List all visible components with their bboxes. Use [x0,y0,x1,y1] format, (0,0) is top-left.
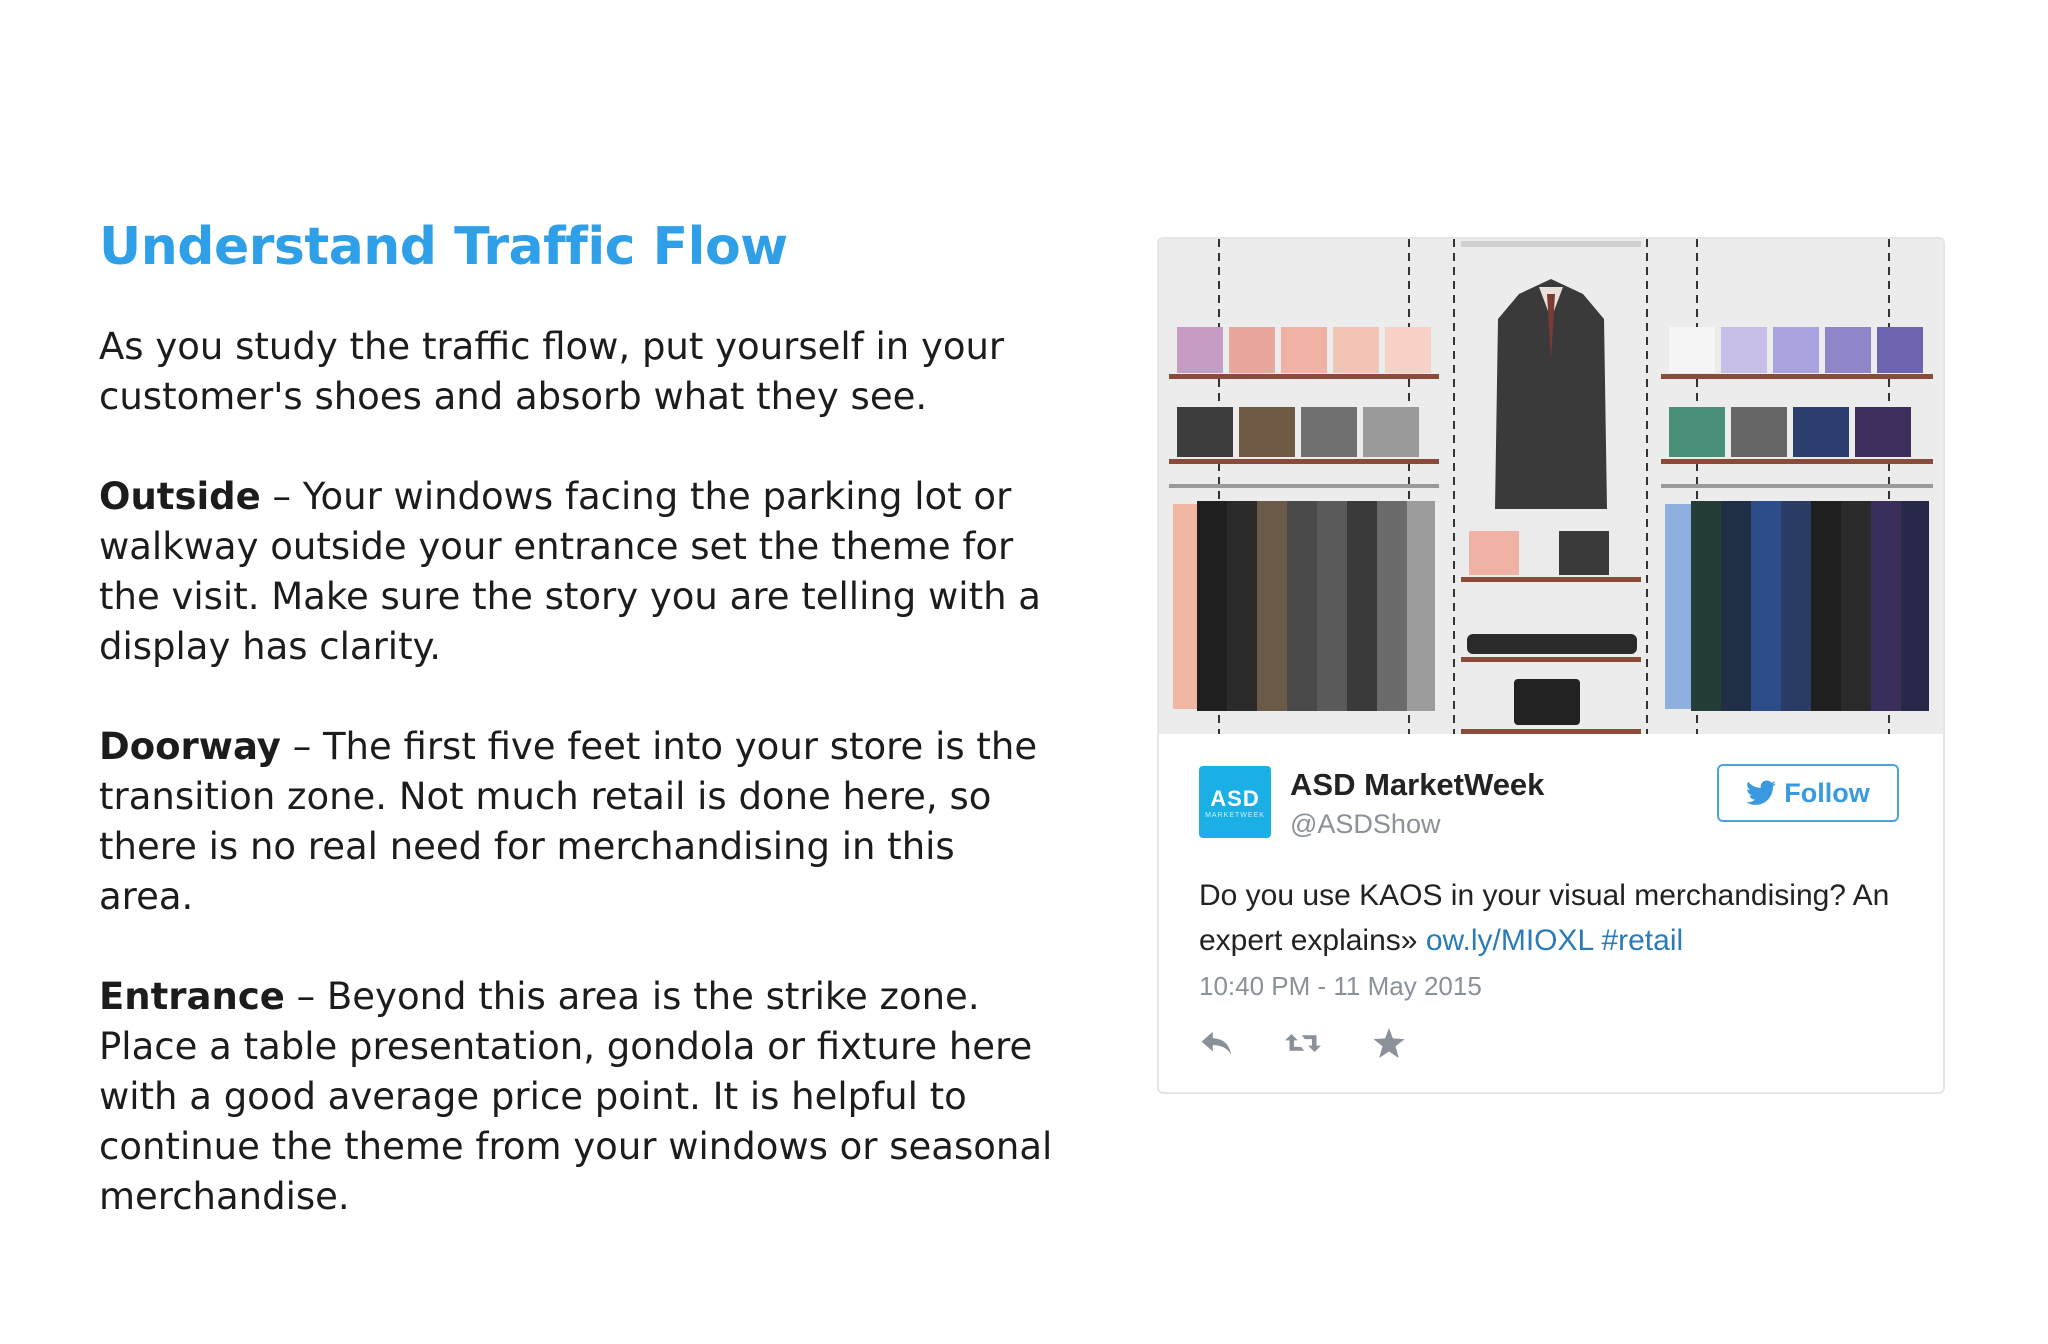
avatar[interactable] [1199,766,1271,838]
section-body: – Your windows facing the parking lot or walkway outside your entrance set the theme for the visit. Make sure the story you are telling with a display has clarity. [99,475,1041,668]
page-title: Understand Traffic Flow [99,217,788,277]
section-doorway [99,722,1059,922]
user-name[interactable]: ASD MarketWeek [1290,767,1545,802]
reply-icon [1200,1029,1234,1057]
favorite-button[interactable] [1371,1025,1407,1061]
section-heading: Doorway [99,725,281,768]
retweet-button[interactable] [1285,1025,1321,1061]
follow-button[interactable] [1717,764,1899,822]
favorite-icon [1373,1028,1405,1058]
tweet-link[interactable]: ow.ly/MIOXL [1425,924,1594,957]
avatar-logo-text: ASD [1210,786,1260,811]
section-entrance [99,972,1059,1222]
section-body: – Beyond this area is the strike zone. Place a table presentation, gondola or fixture here with a good average price point. It is helpful to continue the theme from your windows or seasonal merchandise. [99,975,1053,1218]
avatar-logo-subtext: MARKETWEEK [1205,812,1265,819]
user-handle[interactable]: @ASDShow [1290,809,1441,839]
hashtag-link[interactable]: #retail [1601,924,1684,957]
embedded-tweet [1157,237,1945,1094]
tweet-text [1199,873,1919,963]
section-outside [99,472,1059,672]
tweet-timestamp[interactable]: 10:40 PM - 11 May 2015 [1199,971,1482,1001]
tweet-photo[interactable] [1159,239,1943,734]
tweet-actions [1199,1025,1407,1061]
section-body: – The first five feet into your store is the transition zone. Not much retail is done here, so there is no real need for merchandising in this area. [99,725,1038,918]
retweet-icon [1285,1029,1321,1057]
intro-paragraph: As you study the traffic flow, put yourself in your customer's shoes and absorb what they see. [99,325,1005,418]
folded-shirts-left [1177,327,1431,373]
section-heading: Outside [99,475,261,518]
folded-shirts-right [1669,327,1923,373]
reply-button[interactable] [1199,1025,1235,1061]
section-heading: Entrance [99,975,285,1018]
article-content [99,212,1059,1272]
twitter-bird-icon [1746,780,1776,806]
tweet-body: Do you use KAOS in your visual merchandising? An expert explains» [1199,879,1890,957]
menswear-display-illustration [1159,239,1943,734]
follow-label: Follow [1784,777,1870,808]
